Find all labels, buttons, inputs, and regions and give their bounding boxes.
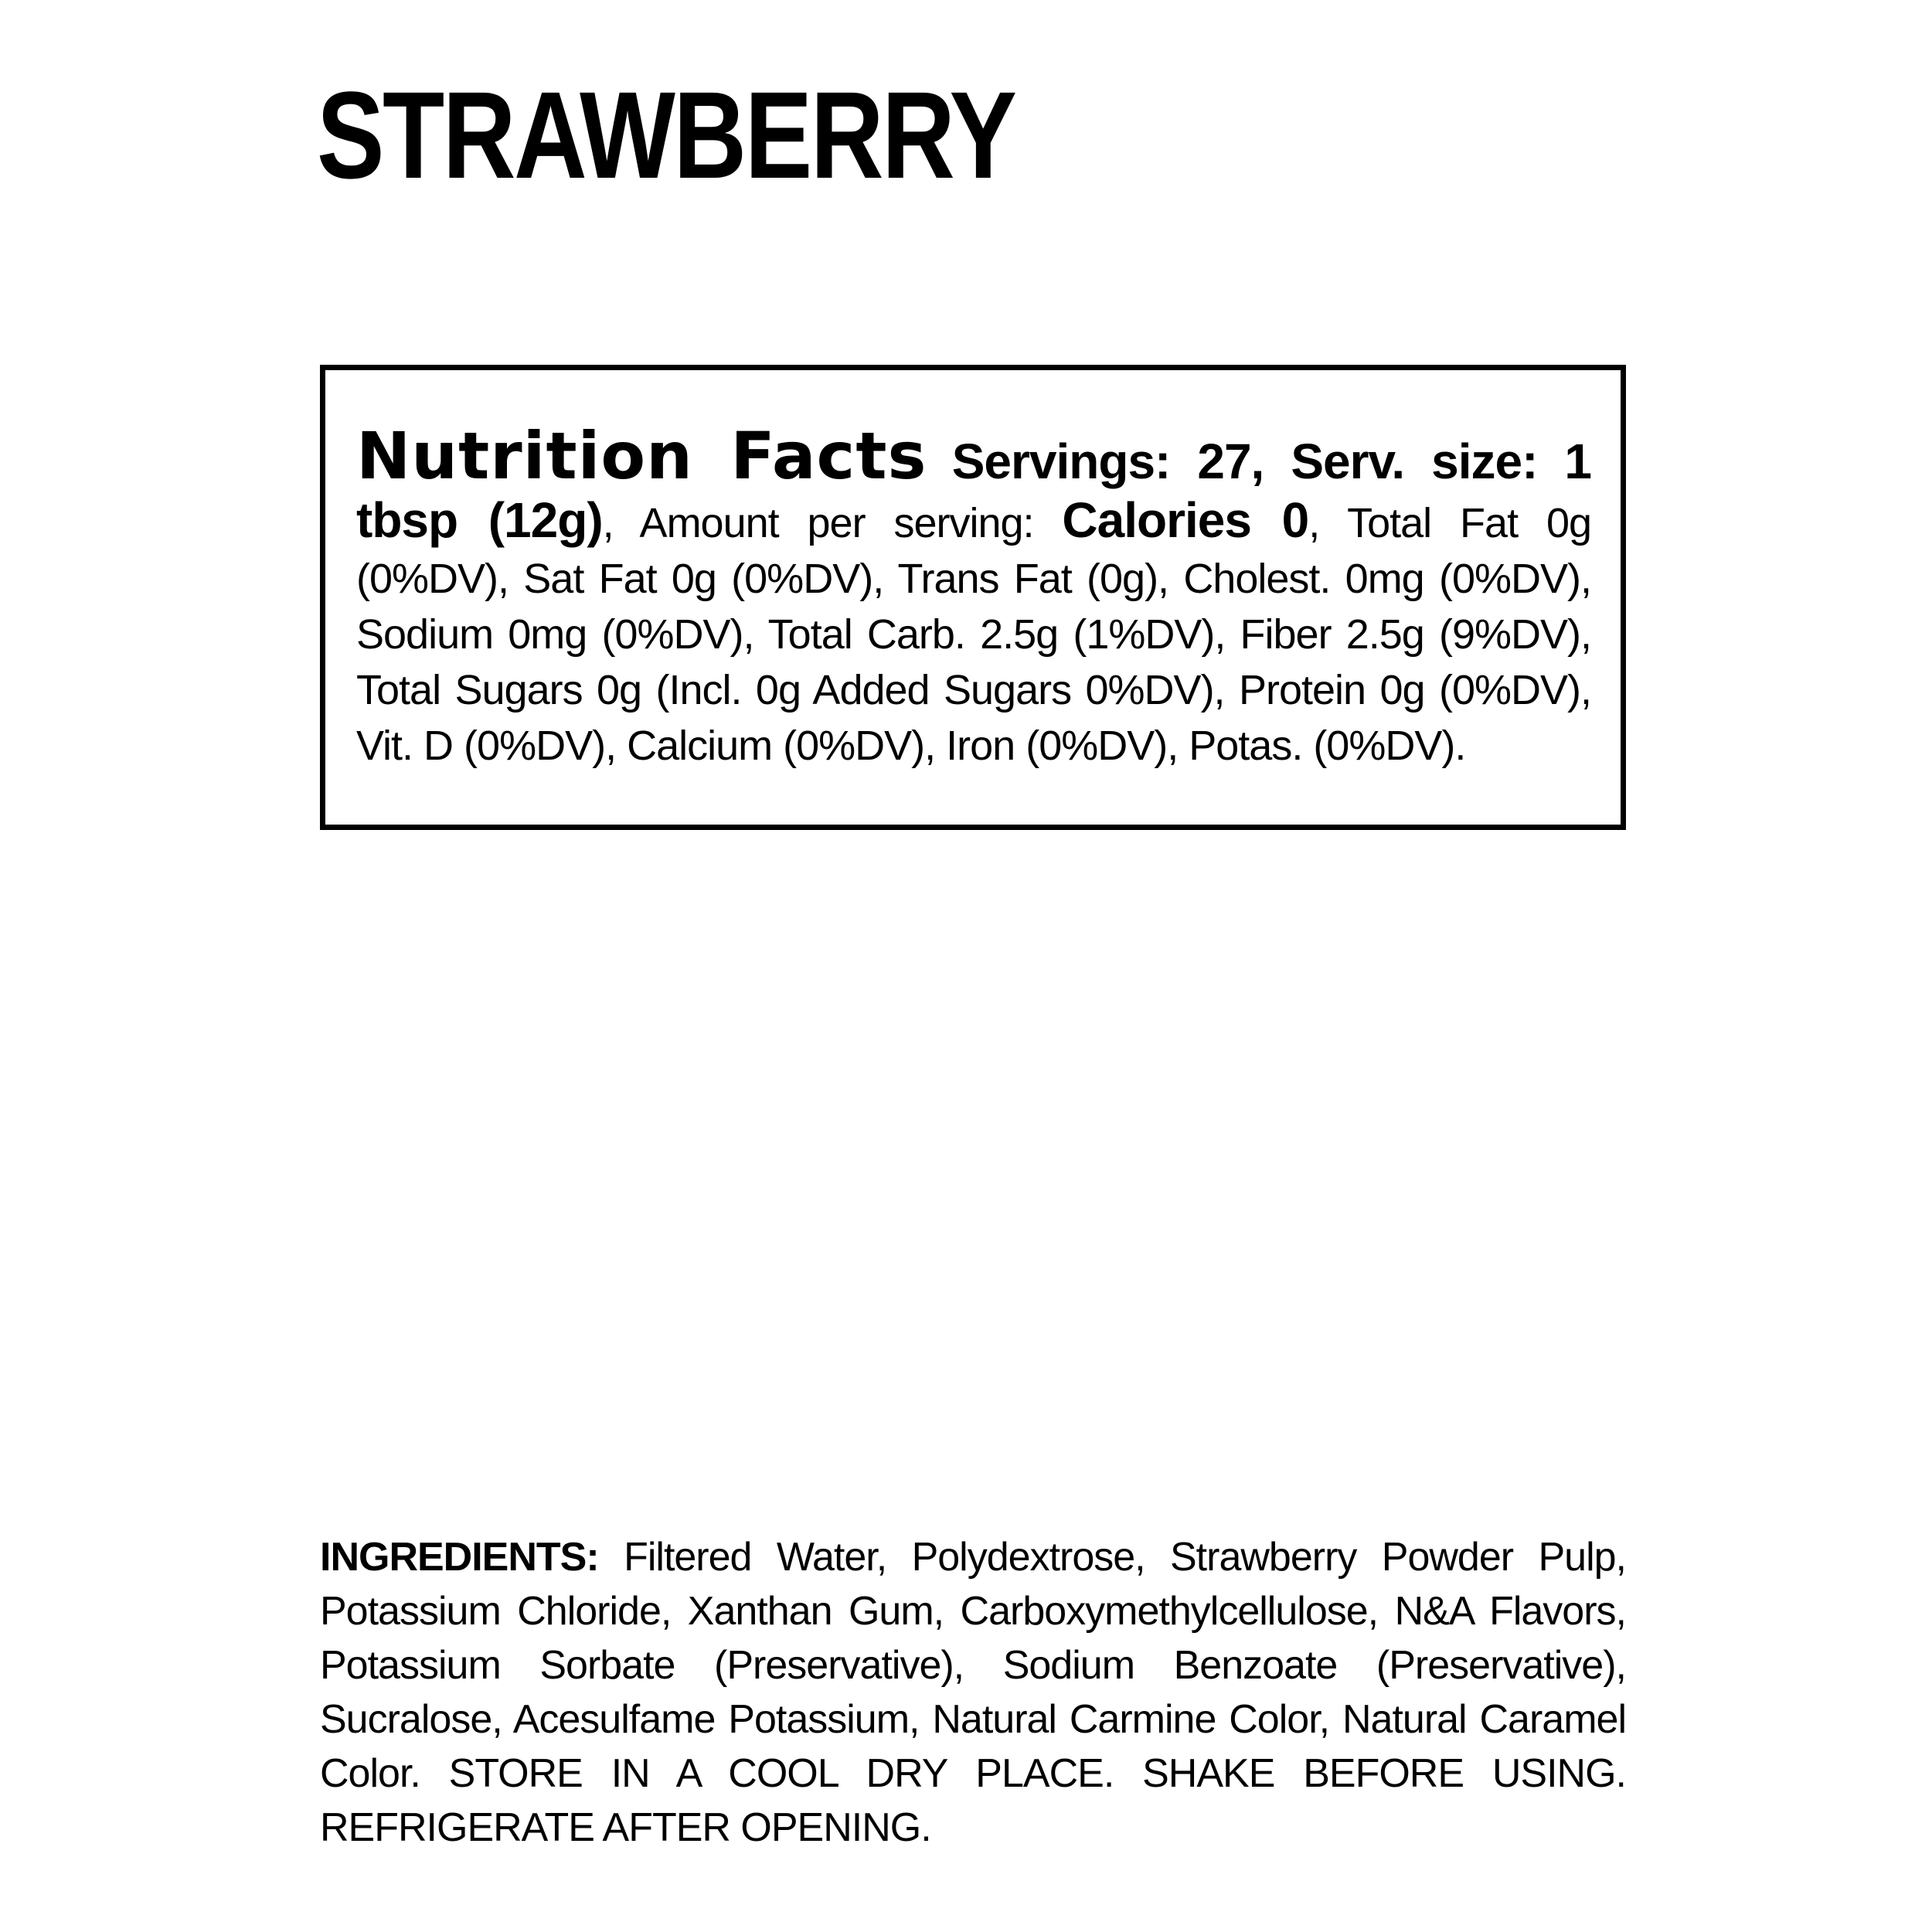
product-title: STRAWBERRY: [317, 66, 1015, 204]
nutrition-facts-heading: Nutrition Facts: [356, 418, 927, 494]
amount-per-serving-label: , Amount per serving:: [602, 500, 1063, 546]
nutrient-details: , Total Fat 0g (0%DV), Sat Fat 0g (0%DV), Trans Fat (0g), Cholest. 0mg (0%DV), Sodium 0mg (0%DV), Total Carb. 2.5g (1%DV), Fiber 2.5g (9%DV), Total Sugars 0g (Incl. 0g Added Sugars 0%DV), Protein 0g (0%DV), Vit. D (0%DV), Calcium (0%DV), Iron (0%DV), Potas. (0%DV).: [356, 500, 1592, 769]
nutrition-facts-text: [356, 418, 1592, 774]
nutrition-facts-panel: [320, 365, 1626, 830]
servings-info: Servings: 27, Serv. size: 1 tbsp (12g): [356, 434, 1591, 548]
ingredients-label: INGREDIENTS:: [320, 1535, 599, 1580]
ingredients-list: Filtered Water, Polydextrose, Strawberry Powder Pulp, Potassium Chloride, Xanthan Gum, Carboxymethylcellulose, N&A Flavors, Potassium Sorbate (Preservative), Sodium Benzoate (Preservative), Sucralose, Acesulfame Potassium, Natural Carmine Color, Natural Caramel Color. STORE IN A COOL DRY PLACE. SHAKE BEFORE USING. REFRIGERATE AFTER OPENING.: [320, 1535, 1626, 1850]
calories-value: Calories 0: [1062, 492, 1309, 548]
ingredients-section: [320, 1530, 1626, 1855]
